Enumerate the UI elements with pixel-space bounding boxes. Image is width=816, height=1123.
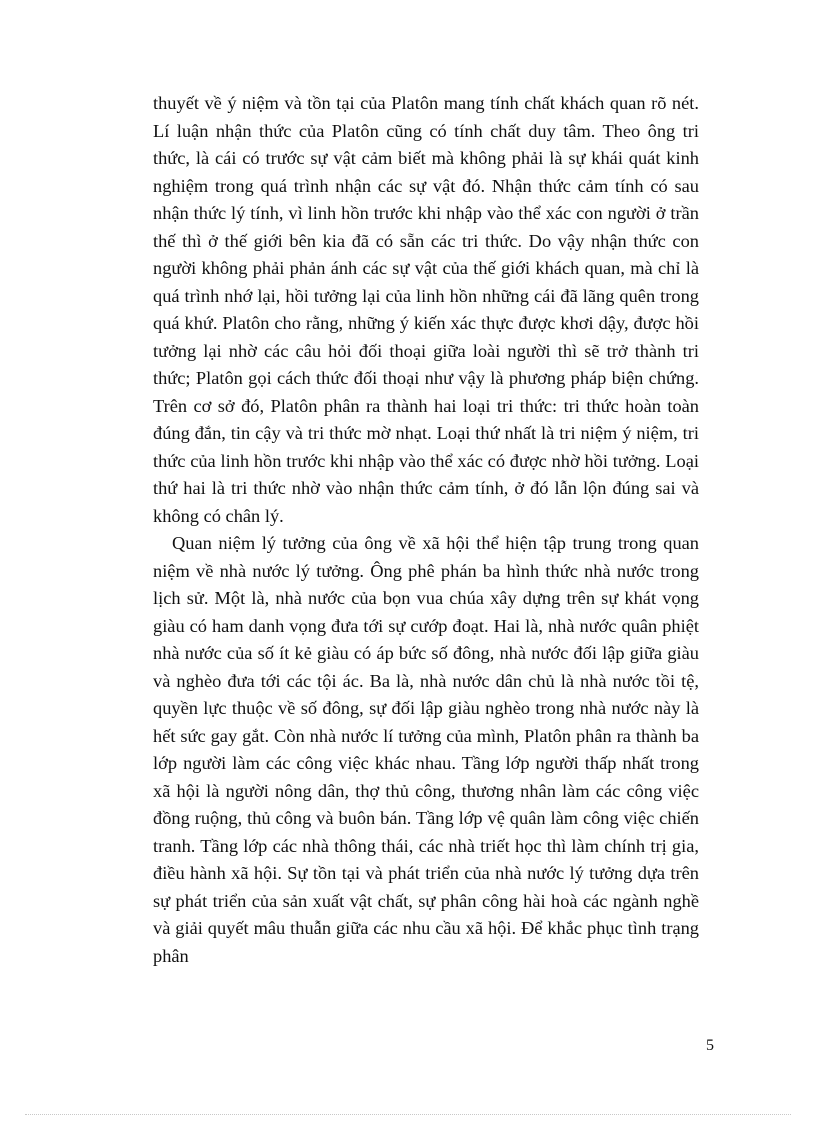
paragraph-ideal-state: Quan niệm lý tưởng của ông về xã hội thể hiện tập trung trong quan niệm về nhà nước lý tưởng. Ông phê phán ba hình thức nhà nước trong lịch sử. Một là, nhà nước của bọn vua chúa xây dựng trên sự khát vọng giàu có ham danh vọng đưa tới sự cướp đoạt. Hai là, nhà nước quân phiệt nhà nước của số ít kẻ giàu có áp bức số đông, nhà nước đối lập giữa giàu và nghèo đưa tới các tội ác. Ba là, nhà nước dân chủ là nhà nước tồi tệ, quyền lực thuộc về số đông, sự đối lập giàu nghèo trong nhà nước này là hết sức gay gắt. Còn nhà nước lí tưởng của mình, Platôn phân ra thành ba lớp người làm các công việc khác nhau. Tầng lớp người thấp nhất trong xã hội là người nông dân, thợ thủ công, thương nhân làm các công việc đồng ruộng, thủ công và buôn bán. Tầng lớp vệ quân làm công việc chiến tranh. Tầng lớp các nhà thông thái, các nhà triết học thì làm chính trị gia, điều hành xã hội. Sự tồn tại và phát triển của nhà nước lý tưởng dựa trên sự phát triển của sản xuất vật chất, sự phân công hài hoà các ngành nghề và giải quyết mâu thuẫn giữa các nhu cầu xã hội. Để khắc phục tình trạng phân [153, 533, 699, 966]
page-number: 5 [706, 1037, 714, 1054]
paragraph-platon-epistemology: thuyết về ý niệm và tồn tại của Platôn mang tính chất khách quan rõ nét. Lí luận nhận thức của Platôn cũng có tính chất duy tâm. Theo ông tri thức, là cái có trước sự vật cảm biết mà không phải là sự khái quát kinh nghiệm trong quá trình nhận các sự vật đó. Nhận thức cảm tính có sau nhận thức lý tính, vì linh hồn trước khi nhập vào thể xác con người ở trần thế thì ở thế giới bên kia đã có sẵn các tri thức. Do vậy nhận thức con người không phải phản ánh các sự vật của thế giới khách quan, mà chỉ là quá trình nhớ lại, hồi tưởng lại của linh hồn những cái đã lãng quên trong quá khứ. Platôn cho rằng, những ý kiến xác thực được khơi dậy, được hồi tưởng lại nhờ các câu hỏi đối thoại giữa loài người thì sẽ trở thành tri thức; Platôn gọi cách thức đối thoại như vậy là phương pháp biện chứng. Trên cơ sở đó, Platôn phân ra thành hai loại tri thức: tri thức hoàn toàn đúng đắn, tin cậy và tri thức mờ nhạt. Loại thứ nhất là tri niệm ý niệm, tri thức của linh hồn trước khi nhập vào thể xác có được nhờ hồi tưởng. Loại thứ hai là tri thức nhờ vào nhận thức cảm tính, ở đó lẫn lộn đúng sai và không có chân lý. [153, 93, 699, 526]
body-text [153, 90, 699, 970]
page-bottom-divider [25, 1114, 791, 1115]
